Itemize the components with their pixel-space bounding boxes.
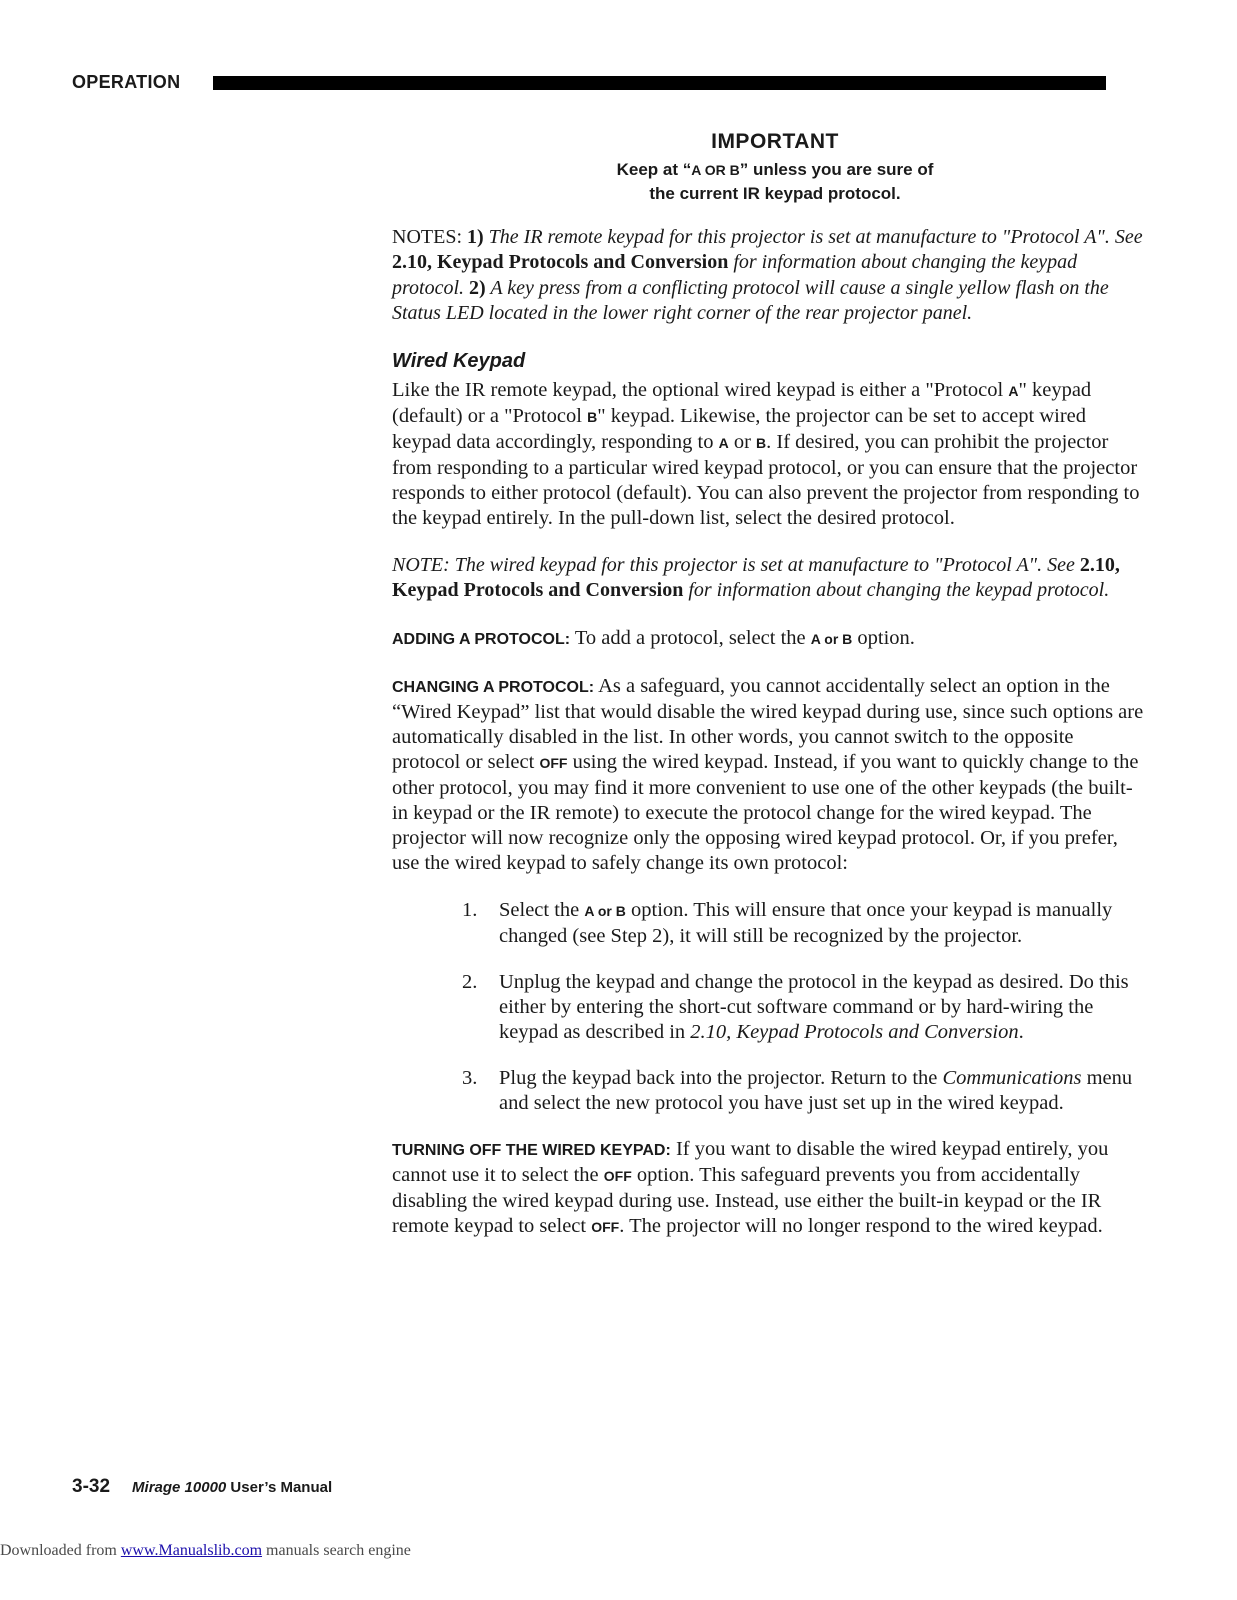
wired-text-1: Like the IR remote keypad, the optional wired keypad is either a "Protocol (392, 379, 1009, 402)
wired-text-4: or (728, 431, 757, 454)
note-number-1: 1) (467, 226, 484, 248)
wired-note-text-1: NOTE: The wired keypad for this projector is set at manufacture to "Protocol A". See (392, 554, 1080, 577)
key-a: A (1008, 383, 1019, 400)
list-item (392, 898, 1144, 949)
step-text: menu and select the new protocol you have just set up in the wired keypad. (499, 1066, 1133, 1114)
manual-title (132, 1479, 332, 1496)
wired-text-3: " keypad. Likewise, the projector can be set to accept wired keypad data accordingly, responding to (392, 405, 1086, 454)
important-notice (560, 130, 990, 206)
step-number: 1. (462, 898, 478, 921)
note-number-2: 2) (469, 276, 486, 299)
download-credit (0, 1542, 411, 1560)
header-rule (213, 76, 1106, 90)
notes-text-2: for information about changing the keypad protocol. (392, 251, 1078, 299)
step-ref: 2.10, Keypad Protocols and Conversion (690, 1020, 1019, 1043)
important-key: A OR B (691, 162, 740, 178)
adding-protocol-lead: ADDING A PROTOCOL: (392, 630, 571, 648)
manual-suffix: User’s Manual (226, 1479, 333, 1496)
key-a: A (718, 435, 729, 452)
key-off: OFF (539, 754, 568, 771)
turning-off-paragraph (392, 1137, 1144, 1240)
changing-protocol-lead: CHANGING A PROTOCOL: (392, 678, 595, 696)
important-title: IMPORTANT (711, 130, 839, 153)
notes-prefix: NOTES: (392, 226, 467, 248)
wired-keypad-heading: Wired Keypad (392, 350, 526, 373)
key-a-or-b: A or B (584, 902, 626, 919)
step-number: 2. (462, 970, 478, 993)
turning-off-lead: TURNING OFF THE WIRED KEYPAD: (392, 1141, 671, 1159)
key-off: OFF (603, 1167, 632, 1184)
download-post: manuals search engine (262, 1542, 411, 1559)
adding-text-2: option. (852, 626, 915, 649)
notes-text-3: A key press from a conflicting protocol will cause a single yellow flash on the Status LED located in the lower right corner of the rear projector panel. (392, 276, 1109, 324)
important-line-1 (560, 158, 990, 182)
step-number: 3. (462, 1066, 478, 1089)
wired-note-ref: 2.10, Keypad Protocols and Conversion (392, 554, 1120, 602)
page-number: 3-32 (72, 1476, 111, 1497)
changing-protocol-paragraph (392, 674, 1144, 876)
list-item (392, 1066, 1144, 1116)
key-b: B (587, 409, 598, 426)
wired-note-paragraph (392, 553, 1144, 604)
important-line-2: the current IR keypad protocol. (649, 184, 901, 203)
notes-text-1: The IR remote keypad for this projector is set at manufacture to "Protocol A". See (483, 226, 1143, 248)
wired-text-2: " keypad (default) or a "Protocol (392, 379, 1092, 428)
adding-protocol-paragraph (392, 626, 1144, 652)
main-content (392, 225, 1144, 1240)
changing-text-1: As a safeguard, you cannot accidentally select an option in the “Wired Keypad” list that would disable the wired keypad during use, since such options are automatically disabled in the list. In other words, you cannot switch to the opposite protocol or select (392, 674, 1144, 773)
wired-text-5: . If desired, you can prohibit the projector from responding to a particular wired keypad protocol, or you can ensure that the projector responds to either protocol (default). You can also prevent the projector from responding to the keypad entirely. In the pull-down list, select the desired protocol. (392, 431, 1140, 530)
notes-ref: 2.10, Keypad Protocols and Conversion (392, 251, 729, 274)
notes-paragraph (392, 225, 1144, 326)
page-footer (72, 1476, 332, 1498)
wired-note-text-2: for information about changing the keypad protocol. (683, 579, 1110, 602)
turning-off-text-2: option. This safeguard prevents you from accidentally disabling the wired keypad during use. Instead, use either the built-in keypad or the IR remote keypad to select (392, 1163, 1102, 1237)
download-pre: Downloaded from (0, 1542, 121, 1559)
step-text: . (1018, 1020, 1024, 1043)
key-a-or-b: A or B (810, 630, 853, 647)
steps-list (392, 898, 1144, 1116)
step-text: Unplug the keypad and change the protocol in the keypad as desired. Do this either by entering the short-cut software command or by hard-wiring the keypad as described in (499, 970, 1129, 1043)
important-line-1-pre: Keep at “ (616, 160, 692, 179)
adding-text-1: To add a protocol, select the (570, 626, 811, 649)
turning-off-text-3: . The projector will no longer respond to the wired keypad. (619, 1214, 1103, 1237)
changing-text-2: using the wired keypad. Instead, if you want to quickly change to the other protocol, you may find it more convenient to use one of the other keypads (the built-in keypad or the IR remote) to execute the protocol change for the wired keypad. The projector will now recognize only the opposing wired keypad protocol. Or, if you prefer, use the wired keypad to safely change its own protocol: (392, 750, 1139, 874)
important-line-1-post: ” unless you are sure of (739, 160, 934, 179)
product-name: Mirage 10000 (132, 1479, 227, 1496)
step-text: Plug the keypad back into the projector. Return to the (499, 1066, 943, 1089)
manualslib-link[interactable]: www.Manualslib.com (120, 1542, 263, 1559)
section-label: OPERATION (72, 72, 181, 92)
step-text: option. This will ensure that once your keypad is manually changed (see Step 2), it will still be recognized by the projector. (499, 898, 1113, 947)
step-text: Select the (499, 898, 585, 921)
step-ref: Communications (942, 1066, 1082, 1089)
key-off: OFF (591, 1218, 620, 1235)
list-item (392, 970, 1144, 1045)
turning-off-text-1: If you want to disable the wired keypad entirely, you cannot use it to select the (392, 1137, 1109, 1186)
key-b: B (756, 435, 767, 452)
wired-keypad-paragraph (392, 378, 1144, 531)
